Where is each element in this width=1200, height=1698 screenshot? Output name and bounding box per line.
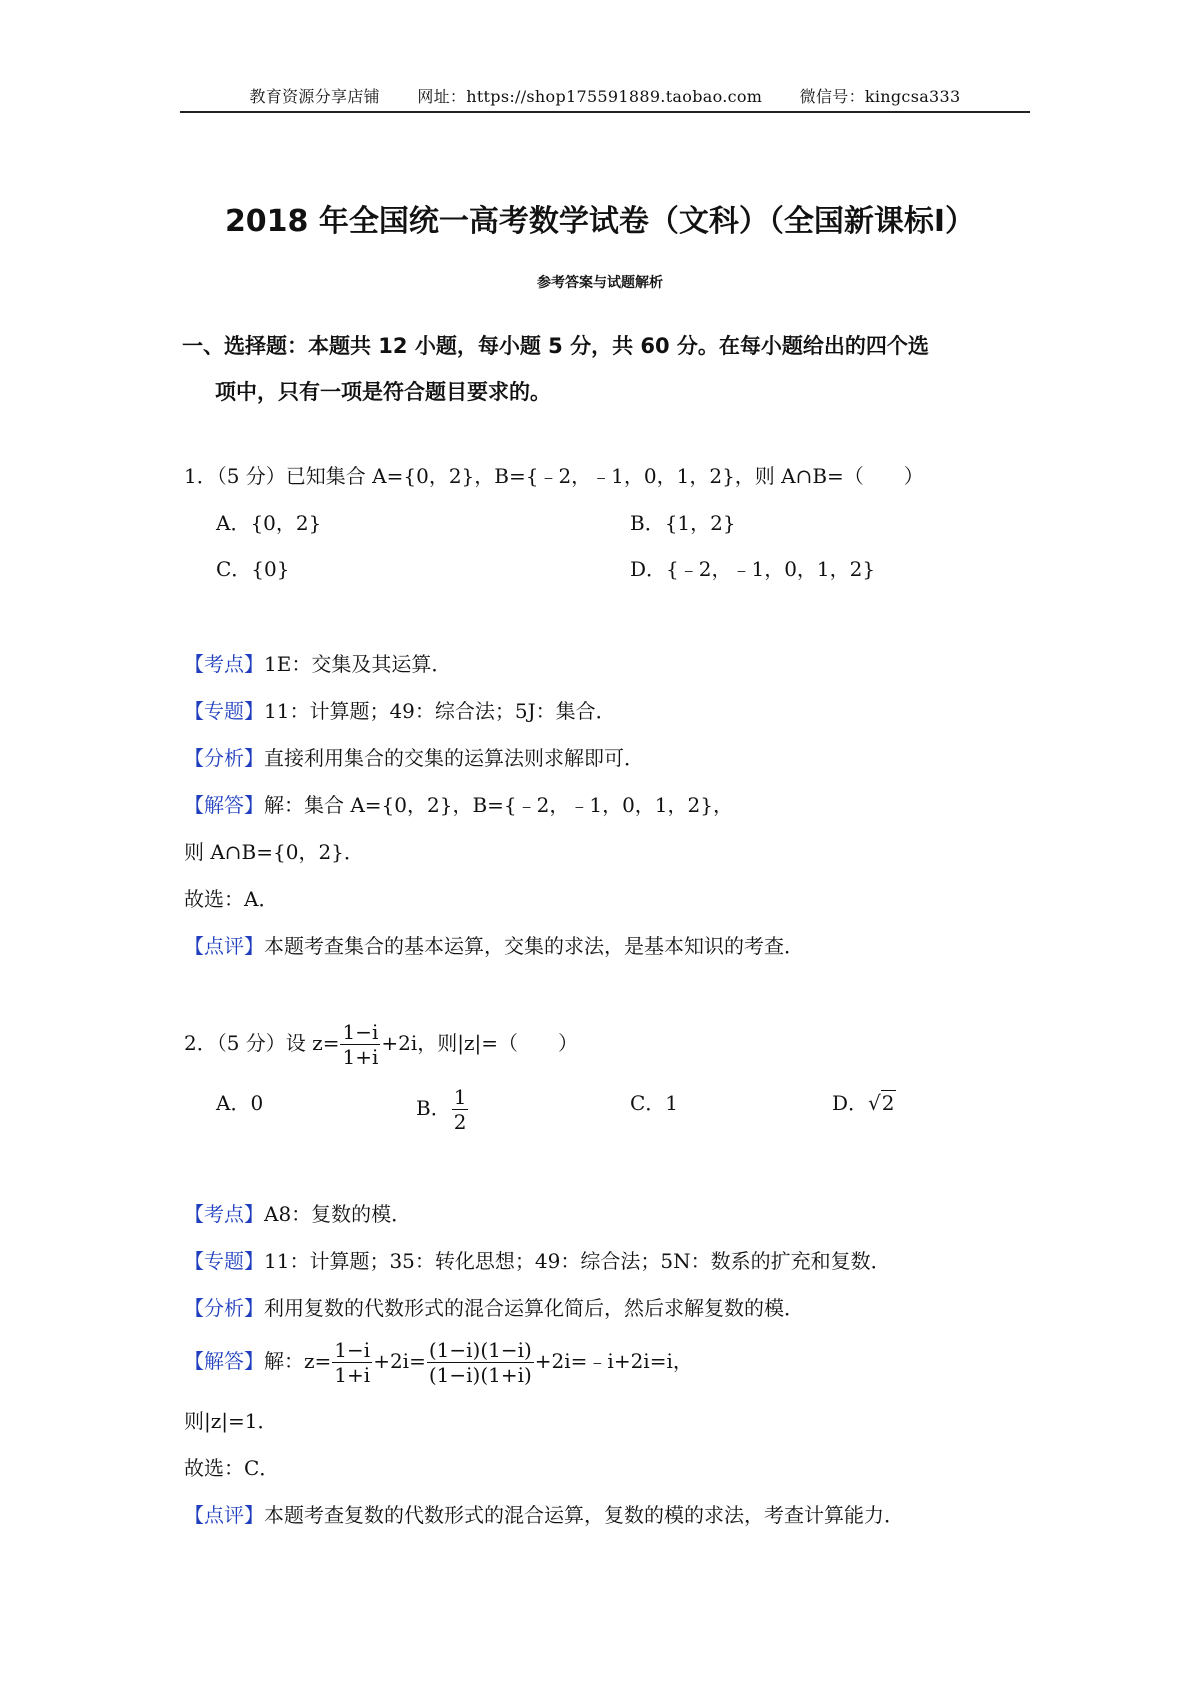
dianping-tag: 【点评】: [184, 1503, 264, 1527]
q2-dianping: [184, 1499, 904, 1528]
shop-name: 教育资源分享店铺: [249, 87, 380, 106]
q1-stem: 1．（5 分）已知集合 A={0，2}，B={﹣2，﹣1，0，1，2}，则 A∩B=（ ）: [184, 464, 924, 488]
fraction-numerator: 1−i: [334, 1338, 371, 1362]
fenxi-tag: 【分析】: [184, 1296, 264, 1320]
jieda-tag: 【解答】: [184, 793, 264, 817]
q1-jieda-result: 则 A∩B={0，2}．: [184, 840, 364, 864]
q2-stem-prefix: 2．（5 分）设 z=: [184, 1031, 340, 1055]
q1-jieda-text: 解：集合 A={0，2}，B={﹣2，﹣1，0，1，2}，: [264, 793, 733, 817]
q2-jieda-fraction-2: [427, 1340, 534, 1385]
kaodian-tag: 【考点】: [184, 652, 264, 676]
q2-zhuanti-text: 11：计算题；35：转化思想；49：综合法；5N：数系的扩充和复数．: [264, 1249, 891, 1273]
q2-fenxi: [184, 1292, 804, 1321]
q1-option-c: C．{0}: [216, 557, 290, 581]
q2-jieda-result: 则|z|=1．: [184, 1409, 278, 1433]
zhuanti-tag: 【专题】: [184, 699, 264, 723]
q2-option-b-label: B．: [416, 1096, 451, 1120]
fenxi-tag: 【分析】: [184, 746, 264, 770]
jieda-tag: 【解答】: [184, 1349, 264, 1373]
q2-kaodian-text: A8：复数的模．: [264, 1202, 412, 1226]
q2-jieda-fraction-1: [332, 1340, 372, 1385]
q2-jieda-prefix: 解：z=: [264, 1349, 332, 1373]
q1-choice: 故选：A．: [184, 887, 279, 911]
fraction-denominator: (1−i)(1+i): [428, 1363, 532, 1387]
q2-kaodian: [184, 1198, 411, 1227]
sqrt-radicand: 2: [881, 1091, 895, 1115]
q1-option-a: A．{0，2}: [216, 511, 322, 535]
q2-stem-fraction: [340, 1022, 380, 1067]
q2-jieda-suffix: +2i=﹣i+2i=i，: [534, 1349, 693, 1373]
q2-option-d: [832, 1087, 896, 1116]
page-header: [180, 84, 1030, 107]
q1-zhuanti-text: 11：计算题；49：综合法；5J：集合．: [264, 699, 616, 723]
q2-jieda-mid: +2i=: [373, 1349, 426, 1373]
dianping-tag: 【点评】: [184, 934, 264, 958]
q2-fenxi-text: 利用复数的代数形式的混合运算化简后，然后求解复数的模．: [264, 1296, 804, 1320]
kaodian-tag: 【考点】: [184, 1202, 264, 1226]
q2-choice: 故选：C．: [184, 1456, 280, 1480]
fraction-numerator: 1−i: [342, 1020, 379, 1044]
q1-dianping: [184, 930, 804, 959]
q2-option-c: C．1: [630, 1091, 679, 1115]
q1-dianping-text: 本题考查集合的基本运算，交集的求法，是基本知识的考查．: [264, 934, 804, 958]
wechat-id: 微信号：kingcsa333: [799, 87, 961, 106]
q2-stem: [184, 1022, 578, 1067]
fraction-numerator: (1−i)(1−i): [428, 1338, 532, 1362]
q2-option-b: [416, 1087, 469, 1132]
section-heading-line2: 项中，只有一项是符合题目要求的。: [215, 380, 551, 404]
zhuanti-tag: 【专题】: [184, 1249, 264, 1273]
q1-fenxi-text: 直接利用集合的交集的运算法则求解即可．: [264, 746, 644, 770]
q2-option-d-label: D．: [832, 1091, 869, 1115]
q2-stem-suffix: +2i，则|z|=（ ）: [381, 1031, 579, 1055]
sqrt-icon: √2: [868, 1091, 895, 1115]
q2-jieda: [184, 1340, 693, 1385]
page-subtitle: 参考答案与试题解析: [537, 275, 663, 291]
q1-fenxi: [184, 742, 644, 771]
q2-option-a: A．0: [216, 1091, 264, 1115]
section-heading-line1: 一、选择题：本题共 12 小题，每小题 5 分，共 60 分。在每小题给出的四个选: [182, 334, 929, 358]
page-title: 2018 年全国统一高考数学试卷（文科）（全国新课标Ⅰ）: [224, 204, 976, 239]
q2-zhuanti: [184, 1245, 891, 1274]
shop-url: 网址：https://shop175591889.taobao.com: [417, 87, 763, 106]
fraction-denominator: 1+i: [334, 1363, 371, 1387]
q1-option-b: B．{1，2}: [630, 511, 736, 535]
q2-dianping-text: 本题考查复数的代数形式的混合运算，复数的模的求法，考查计算能力．: [264, 1503, 904, 1527]
header-divider: [180, 111, 1030, 113]
q1-jieda: [184, 789, 733, 818]
fraction-numerator: 1: [453, 1085, 467, 1109]
q1-kaodian-text: 1E：交集及其运算．: [264, 652, 452, 676]
q1-option-d: D．{﹣2，﹣1，0，1，2}: [630, 557, 876, 581]
q2-option-b-fraction: [452, 1087, 469, 1132]
q1-zhuanti: [184, 695, 616, 724]
fraction-denominator: 1+i: [342, 1045, 379, 1069]
fraction-denominator: 2: [453, 1110, 467, 1134]
q1-kaodian: [184, 648, 451, 677]
